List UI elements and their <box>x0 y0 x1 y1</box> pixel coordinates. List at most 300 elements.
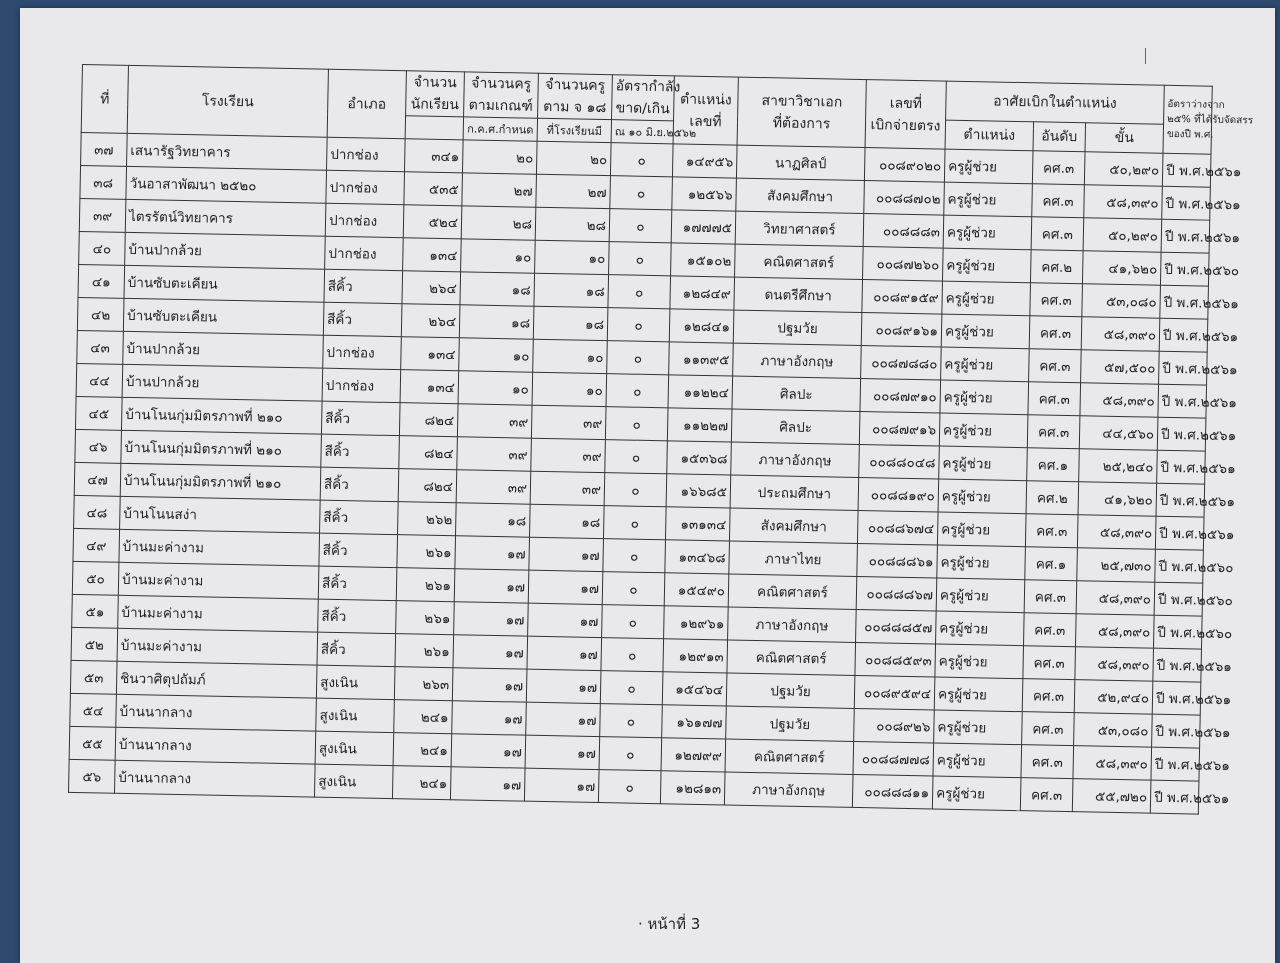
cell-school: บ้านซับตะเคียน <box>123 298 324 335</box>
cell-major: ปฐมวัย <box>733 310 862 345</box>
cell-major: ภาษาอังกฤษ <box>724 772 853 807</box>
document-page <box>20 8 1275 963</box>
cell-position-no: ๑๔๙๕๖ <box>672 144 737 178</box>
cell-position-no: ๑๒๗๙๙ <box>661 738 726 772</box>
cell-payment-no: ๐๐๘๙๑๕๙ <box>862 280 943 315</box>
cell-position-no: ๑๗๗๗๕ <box>671 210 736 244</box>
cell-borrow-position: ครูผู้ช่วย <box>937 512 1026 547</box>
cell-payment-no: ๐๐๘๗๙๑๐ <box>860 379 941 414</box>
cell-major: ภาษาอังกฤษ <box>733 343 862 378</box>
cell-school: บ้านปากล้วย <box>123 331 324 368</box>
cell-criteria: ๑๘ <box>459 305 534 339</box>
cell-criteria: ๑๐ <box>459 338 534 372</box>
cell-borrow-position: ครูผู้ช่วย <box>932 776 1021 811</box>
cell-criteria: ๑๗ <box>451 734 526 768</box>
cell-no: ๔๔ <box>76 363 123 397</box>
cell-payment-no: ๐๐๘๙๕๙๔ <box>854 675 935 710</box>
cell-students: ๑๓๔ <box>401 337 460 371</box>
cell-borrow-step: ๕๘,๓๙๐ <box>1081 317 1160 351</box>
cell-criteria: ๒๗ <box>462 173 537 207</box>
cell-major: สังคมศึกษา <box>729 508 858 543</box>
cell-actual: ๑๗ <box>529 537 604 571</box>
header-borrow: อาศัยเบิกในตำแหน่ง <box>946 81 1165 124</box>
cell-students: ๒๖๔ <box>402 271 461 305</box>
cell-district: สูงเนิน <box>316 698 395 732</box>
cell-borrow-rank: คศ.๑ <box>1027 448 1080 482</box>
cell-borrow-rank: คศ.๒ <box>1030 250 1083 284</box>
cell-major: ภาษาอังกฤษ <box>731 442 860 477</box>
header-payment-no: เลขที่ เบิกจ่ายตรง <box>865 80 946 150</box>
cell-rate: ๐ <box>600 671 663 705</box>
header-major: สาขาวิชาเอก ที่ต้องการ <box>737 77 866 147</box>
header-students-sub <box>405 116 463 140</box>
cell-no: ๔๒ <box>77 297 124 331</box>
cell-borrow-step: ๒๕,๗๓๐ <box>1077 548 1156 582</box>
cell-borrow-rank: คศ.๒ <box>1026 481 1079 515</box>
cell-district: สีคิ้ว <box>324 269 403 303</box>
cell-major: นาฏศิลป์ <box>736 145 865 180</box>
cell-borrow-rank: คศ.๓ <box>1032 184 1085 218</box>
cell-no: ๔๓ <box>77 330 124 364</box>
cell-students: ๒๔๑ <box>394 700 453 734</box>
cell-students: ๒๖๑ <box>395 634 454 668</box>
cell-borrow-position: ครูผู้ช่วย <box>943 215 1032 250</box>
cell-rate: ๐ <box>604 473 667 507</box>
cell-borrow-position: ครูผู้ช่วย <box>938 479 1027 514</box>
cell-rate: ๐ <box>605 407 668 441</box>
cell-borrow-step: ๕๘,๓๙๐ <box>1075 647 1154 681</box>
cell-district: สีคิ้ว <box>318 566 397 600</box>
cell-district: สูงเนิน <box>314 764 393 798</box>
cell-students: ๒๖๑ <box>396 601 455 635</box>
cell-major: ประถมศึกษา <box>730 475 859 510</box>
cell-students: ๑๓๔ <box>400 370 459 404</box>
cell-borrow-position: ครูผู้ช่วย <box>934 710 1023 745</box>
cell-borrow-position: ครูผู้ช่วย <box>939 446 1028 481</box>
cell-rate: ๐ <box>599 737 662 771</box>
cell-actual: ๑๘ <box>533 306 608 340</box>
cell-district: ปากช่อง <box>322 368 401 402</box>
cell-vacancy-year: ปี พ.ศ.๒๕๖๑ <box>1151 747 1200 781</box>
cell-major: ภาษาไทย <box>729 541 858 576</box>
cell-borrow-rank: คศ.๓ <box>1027 415 1080 449</box>
cell-borrow-step: ๒๕,๒๔๐ <box>1079 449 1158 483</box>
cell-criteria: ๑๐ <box>458 371 533 405</box>
table-container <box>68 64 1254 815</box>
cell-rate: ๐ <box>600 704 663 738</box>
cell-no: ๔๗ <box>74 462 121 496</box>
cell-district: สีคิ้ว <box>323 302 402 336</box>
cell-vacancy-year: ปี พ.ศ.๒๕๖๑ <box>1152 714 1201 748</box>
cell-payment-no: ๐๐๘๙๒๖ <box>854 708 935 743</box>
cell-rate: ๐ <box>609 209 672 243</box>
cell-borrow-rank: คศ.๓ <box>1022 712 1075 746</box>
cell-students: ๘๒๔ <box>399 436 458 470</box>
cell-actual: ๑๗ <box>528 603 603 637</box>
header-rate: อัตรากำลัง ขาด/เกิน <box>612 75 675 121</box>
cell-vacancy-year: ปี พ.ศ.๒๕๖๑ <box>1161 219 1210 253</box>
header-criteria-sub: ก.ค.ศ.กำหนด <box>463 117 537 141</box>
cell-school: บ้านปากล้วย <box>125 232 326 269</box>
cell-borrow-step: ๕๓,๐๘๐ <box>1074 713 1153 747</box>
cell-school: บ้านโนนกุ่มมิตรภาพที่ ๒๑๐ <box>120 463 321 500</box>
cell-actual: ๓๙ <box>531 438 606 472</box>
cell-vacancy-year: ปี พ.ศ.๒๕๖๑ <box>1152 681 1201 715</box>
cell-vacancy-year: ปี พ.ศ.๒๕๖๑ <box>1156 483 1205 517</box>
cell-borrow-rank: คศ.๓ <box>1029 316 1082 350</box>
cell-no: ๔๐ <box>79 231 126 265</box>
cell-borrow-position: ครูผู้ช่วย <box>941 347 1030 382</box>
cell-position-no: ๑๒๘๔๙ <box>670 276 735 310</box>
cell-payment-no: ๐๐๘๘๗๗๘ <box>853 741 934 776</box>
cell-students: ๕๓๕ <box>404 172 463 206</box>
cell-vacancy-year: ปี พ.ศ.๒๕๖๑ <box>1153 648 1202 682</box>
cell-no: ๕๐ <box>72 561 119 595</box>
cell-no: ๕๖ <box>69 759 116 793</box>
cell-borrow-step: ๔๑,๖๒๐ <box>1078 482 1157 516</box>
cell-actual: ๑๐ <box>535 240 610 274</box>
cell-criteria: ๑๐ <box>461 239 536 273</box>
cell-criteria: ๑๘ <box>460 272 535 306</box>
cell-vacancy-year: ปี พ.ศ.๒๕๖๐ <box>1154 615 1203 649</box>
cell-borrow-step: ๕๕,๗๒๐ <box>1072 779 1151 813</box>
cell-position-no: ๑๕๔๖๔ <box>662 672 727 706</box>
cell-no: ๔๘ <box>74 495 121 529</box>
cell-actual: ๑๗ <box>526 669 601 703</box>
cell-payment-no: ๐๐๘๙๑๖๑ <box>861 313 942 348</box>
cell-criteria: ๑๗ <box>450 767 525 801</box>
cell-borrow-rank: คศ.๓ <box>1023 646 1076 680</box>
cell-rate: ๐ <box>607 308 670 342</box>
cell-actual: ๓๙ <box>531 405 606 439</box>
cell-payment-no: ๐๐๘๘๘๓ <box>863 214 944 249</box>
cell-major: ภาษาอังกฤษ <box>728 607 857 642</box>
cell-actual: ๓๙ <box>530 471 605 505</box>
header-vacancy: อัตราว่างจาก ๒๕% ที่ได้รับจัดสรร ของปี พ.ศ. <box>1163 85 1212 154</box>
cell-school: บ้านนากลาง <box>115 760 316 797</box>
cell-payment-no: ๐๐๘๘๘๕๗ <box>856 609 937 644</box>
cell-criteria: ๑๗ <box>455 536 530 570</box>
cell-students: ๕๒๔ <box>403 205 462 239</box>
cell-position-no: ๑๕๔๙๐ <box>664 573 729 607</box>
cell-actual: ๑๗ <box>524 768 599 802</box>
cell-payment-no: ๐๐๘๘๖๗๔ <box>857 510 938 545</box>
cell-actual: ๑๗ <box>527 636 602 670</box>
cell-district: สูงเนิน <box>316 665 395 699</box>
cell-no: ๔๖ <box>75 429 122 463</box>
cell-vacancy-year: ปี พ.ศ.๒๕๖๑ <box>1157 417 1206 451</box>
pen-mark <box>1145 48 1146 64</box>
cell-payment-no: ๐๐๘๘๑๙๐ <box>858 477 939 512</box>
cell-borrow-position: ครูผู้ช่วย <box>937 545 1026 580</box>
cell-school: บ้านปากล้วย <box>122 364 323 401</box>
cell-position-no: ๑๒๘๑๓ <box>660 771 725 805</box>
cell-district: ปากช่อง <box>323 335 402 369</box>
header-actual-sub: ที่โรงเรียนมี <box>537 118 611 142</box>
cell-actual: ๑๗ <box>528 570 603 604</box>
cell-vacancy-year: ปี พ.ศ.๒๕๖๑ <box>1159 351 1208 385</box>
cell-major: ปฐมวัย <box>726 673 855 708</box>
cell-major: คณิตศาสตร์ <box>727 640 856 675</box>
header-teachers-actual: จำนวนครู ตาม จ ๑๘ <box>538 73 613 119</box>
cell-no: ๕๔ <box>70 693 117 727</box>
cell-actual: ๑๘ <box>534 273 609 307</box>
cell-criteria: ๑๗ <box>453 635 528 669</box>
cell-students: ๑๓๔ <box>403 238 462 272</box>
cell-district: สีคิ้ว <box>319 533 398 567</box>
cell-no: ๓๗ <box>81 132 128 166</box>
cell-payment-no: ๐๐๘๘๘๖๑ <box>857 543 938 578</box>
cell-position-no: ๑๖๑๗๗ <box>662 705 727 739</box>
cell-position-no: ๑๒๕๖๖ <box>672 177 737 211</box>
cell-rate: ๐ <box>606 374 669 408</box>
cell-actual: ๑๗ <box>526 702 601 736</box>
cell-position-no: ๑๓๑๓๔ <box>665 507 730 541</box>
cell-no: ๕๓ <box>70 660 117 694</box>
cell-borrow-position: ครูผู้ช่วย <box>933 743 1022 778</box>
cell-rate: ๐ <box>602 572 665 606</box>
cell-rate: ๐ <box>601 638 664 672</box>
cell-district: สีคิ้ว <box>321 401 400 435</box>
cell-school: บ้านนากลาง <box>116 694 317 731</box>
cell-vacancy-year: ปี พ.ศ.๒๕๖๑ <box>1158 384 1207 418</box>
cell-borrow-position: ครูผู้ช่วย <box>942 248 1031 283</box>
cell-school: ไตรรัตน์วิทยาคาร <box>125 199 326 236</box>
cell-payment-no: ๐๐๘๘๐๔๘ <box>859 444 940 479</box>
cell-district: สีคิ้ว <box>320 500 399 534</box>
cell-district: ปากช่อง <box>326 170 405 204</box>
cell-borrow-step: ๕๐,๒๙๐ <box>1084 152 1163 186</box>
cell-no: ๕๑ <box>72 594 119 628</box>
cell-borrow-step: ๔๑,๖๒๐ <box>1082 251 1161 285</box>
cell-no: ๔๑ <box>78 264 125 298</box>
cell-vacancy-year: ปี พ.ศ.๒๕๖๑ <box>1159 318 1208 352</box>
cell-school: เสนารัฐวิทยาคาร <box>127 133 328 170</box>
cell-major: คณิตศาสตร์ <box>728 574 857 609</box>
cell-position-no: ๑๒๙๖๑ <box>664 606 729 640</box>
cell-borrow-step: ๕๓,๐๘๐ <box>1082 284 1161 318</box>
cell-district: ปากช่อง <box>327 137 406 171</box>
cell-school: บ้านมะค่างาม <box>119 529 320 566</box>
cell-borrow-rank: คศ.๓ <box>1031 217 1084 251</box>
cell-school: บ้านมะค่างาม <box>118 595 319 632</box>
cell-criteria: ๑๗ <box>452 668 527 702</box>
cell-criteria: ๓๙ <box>457 437 532 471</box>
cell-borrow-step: ๕๘,๓๙๐ <box>1075 614 1154 648</box>
cell-students: ๘๒๔ <box>398 469 457 503</box>
cell-criteria: ๓๙ <box>456 470 531 504</box>
cell-position-no: ๑๒๙๑๓ <box>663 639 728 673</box>
cell-payment-no: ๐๐๘๙๐๒๐ <box>864 148 945 183</box>
cell-vacancy-year: ปี พ.ศ.๒๕๖๐ <box>1154 582 1203 616</box>
cell-position-no: ๑๓๔๖๘ <box>665 540 730 574</box>
cell-no: ๕๒ <box>71 627 118 661</box>
cell-position-no: ๑๑๒๒๔ <box>668 375 733 409</box>
cell-vacancy-year: ปี พ.ศ.๒๕๖๑ <box>1160 285 1209 319</box>
cell-district: ปากช่อง <box>325 236 404 270</box>
cell-district: ปากช่อง <box>325 203 404 237</box>
cell-vacancy-year: ปี พ.ศ.๒๕๖๑ <box>1155 516 1204 550</box>
cell-no: ๓๙ <box>79 198 126 232</box>
cell-borrow-rank: คศ.๓ <box>1030 283 1083 317</box>
cell-school: วันอาสาพัฒนา ๒๕๒๐ <box>126 166 327 203</box>
cell-students: ๒๔๑ <box>393 733 452 767</box>
cell-major: ปฐมวัย <box>726 706 855 741</box>
cell-position-no: ๑๑๓๙๕ <box>669 342 734 376</box>
cell-students: ๒๖๒ <box>398 502 457 536</box>
cell-school: บ้านโนนสง่า <box>120 496 321 533</box>
cell-school: บ้านโนนกุ่มมิตรภาพที่ ๒๑๐ <box>121 397 322 434</box>
header-rate-sub: ณ ๑๐ มิ.ย.๒๕๖๒ <box>611 120 673 144</box>
cell-position-no: ๑๖๖๘๕ <box>666 474 731 508</box>
cell-school: บ้านมะค่างาม <box>118 562 319 599</box>
cell-school: บ้านโนนกุ่มมิตรภาพที่ ๒๑๐ <box>121 430 322 467</box>
cell-rate: ๐ <box>598 770 661 804</box>
cell-borrow-position: ครูผู้ช่วย <box>934 677 1023 712</box>
cell-school: บ้านมะค่างาม <box>117 628 318 665</box>
cell-borrow-step: ๕๘,๓๙๐ <box>1076 581 1155 615</box>
cell-actual: ๑๘ <box>529 504 604 538</box>
header-teachers-criteria: จำนวนครู ตามเกณฑ์ <box>464 72 539 118</box>
cell-borrow-rank: คศ.๓ <box>1028 382 1081 416</box>
cell-major: สังคมศึกษา <box>736 178 865 213</box>
cell-payment-no: ๐๐๘๗๘๘๐ <box>861 346 942 381</box>
cell-borrow-rank: คศ.๓ <box>1024 580 1077 614</box>
cell-district: สีคิ้ว <box>320 467 399 501</box>
page-number: · หน้าที่ 3 <box>638 915 701 933</box>
cell-borrow-position: ครูผู้ช่วย <box>941 314 1030 349</box>
cell-district: สีคิ้ว <box>321 434 400 468</box>
cell-position-no: ๑๕๑๐๒ <box>671 243 736 277</box>
cell-vacancy-year: ปี พ.ศ.๒๕๖๑ <box>1162 186 1211 220</box>
cell-school: บ้านนากลาง <box>115 727 316 764</box>
cell-rate: ๐ <box>609 242 672 276</box>
cell-students: ๒๖๑ <box>397 535 456 569</box>
cell-borrow-rank: คศ.๓ <box>1024 613 1077 647</box>
teacher-vacancy-table <box>68 64 1254 815</box>
cell-vacancy-year: ปี พ.ศ.๒๕๖๑ <box>1150 780 1199 814</box>
cell-rate: ๐ <box>603 506 666 540</box>
cell-criteria: ๑๗ <box>452 701 527 735</box>
cell-district: สีคิ้ว <box>318 599 397 633</box>
cell-rate: ๐ <box>603 539 666 573</box>
cell-actual: ๒๘ <box>535 207 610 241</box>
cell-vacancy-year: ปี พ.ศ.๒๕๖๑ <box>1162 153 1211 187</box>
cell-borrow-rank: คศ.๓ <box>1022 679 1075 713</box>
header-students: จำนวน นักเรียน <box>406 71 465 117</box>
cell-major: ศิลปะ <box>732 376 861 411</box>
header-borrow-rank: อันดับ <box>1033 122 1086 152</box>
cell-borrow-position: ครูผู้ช่วย <box>936 611 1025 646</box>
header-district: อำเภอ <box>327 69 406 138</box>
cell-payment-no: ๐๐๘๘๕๙๓ <box>855 642 936 677</box>
header-school: โรงเรียน <box>127 65 328 137</box>
cell-school: บ้านซับตะเคียน <box>124 265 325 302</box>
cell-position-no: ๑๑๒๒๗ <box>667 408 732 442</box>
cell-actual: ๒๐ <box>536 141 611 175</box>
header-borrow-position: ตำแหน่ง <box>945 120 1034 151</box>
cell-borrow-step: ๕๘,๓๙๐ <box>1080 383 1159 417</box>
cell-no: ๔๕ <box>75 396 122 430</box>
cell-students: ๓๔๑ <box>404 139 463 173</box>
cell-major: ดนตรีศึกษา <box>734 277 863 312</box>
cell-borrow-step: ๔๔,๕๖๐ <box>1079 416 1158 450</box>
cell-payment-no: ๐๐๘๗๒๖๐ <box>863 247 944 282</box>
cell-borrow-position: ครูผู้ช่วย <box>936 578 1025 613</box>
cell-borrow-position: ครูผู้ช่วย <box>939 413 1028 448</box>
cell-major: คณิตศาสตร์ <box>725 739 854 774</box>
cell-students: ๒๔๑ <box>392 766 451 800</box>
cell-rate: ๐ <box>607 341 670 375</box>
cell-position-no: ๑๕๓๖๘ <box>667 441 732 475</box>
cell-criteria: ๒๘ <box>461 206 536 240</box>
cell-borrow-rank: คศ.๓ <box>1025 514 1078 548</box>
cell-payment-no: ๐๐๘๘๗๐๒ <box>864 181 945 216</box>
cell-criteria: ๓๙ <box>457 404 532 438</box>
cell-district: สีคิ้ว <box>317 632 396 666</box>
cell-vacancy-year: ปี พ.ศ.๒๕๖๐ <box>1160 252 1209 286</box>
cell-students: ๒๖๑ <box>396 568 455 602</box>
cell-major: คณิตศาสตร์ <box>735 244 864 279</box>
cell-actual: ๒๗ <box>536 174 611 208</box>
cell-major: วิทยาศาสตร์ <box>735 211 864 246</box>
cell-no: ๓๘ <box>80 165 127 199</box>
header-no: ที่ <box>81 65 128 134</box>
cell-district: สูงเนิน <box>315 731 394 765</box>
cell-borrow-rank: คศ.๑ <box>1025 547 1078 581</box>
cell-rate: ๐ <box>610 143 673 177</box>
cell-borrow-position: ครูผู้ช่วย <box>942 281 1031 316</box>
cell-criteria: ๒๐ <box>462 140 537 174</box>
cell-payment-no: ๐๐๘๘๘๖๗ <box>856 576 937 611</box>
cell-rate: ๐ <box>605 440 668 474</box>
cell-criteria: ๑๘ <box>456 503 531 537</box>
cell-criteria: ๑๗ <box>454 602 529 636</box>
cell-actual: ๑๐ <box>533 339 608 373</box>
cell-borrow-step: ๕๒,๙๔๐ <box>1074 680 1153 714</box>
table-body <box>69 132 1242 814</box>
cell-borrow-rank: คศ.๓ <box>1032 151 1085 185</box>
cell-vacancy-year: ปี พ.ศ.๒๕๖๑ <box>1157 450 1206 484</box>
cell-borrow-position: ครูผู้ช่วย <box>944 182 1033 217</box>
cell-actual: ๑๐ <box>532 372 607 406</box>
cell-position-no: ๑๒๘๔๑ <box>669 309 734 343</box>
cell-payment-no: ๐๐๘๗๙๑๖ <box>859 411 940 446</box>
header-borrow-step: ขั้น <box>1085 123 1164 153</box>
cell-rate: ๐ <box>602 605 665 639</box>
cell-borrow-position: ครูผู้ช่วย <box>935 644 1024 679</box>
cell-borrow-position: ครูผู้ช่วย <box>940 380 1029 415</box>
cell-no: ๔๙ <box>73 528 120 562</box>
cell-criteria: ๑๗ <box>454 569 529 603</box>
cell-borrow-rank: คศ.๓ <box>1020 778 1073 812</box>
cell-borrow-position: ครูผู้ช่วย <box>944 149 1033 184</box>
cell-borrow-step: ๕๘,๓๙๐ <box>1084 185 1163 219</box>
cell-major: ศิลปะ <box>731 409 860 444</box>
cell-students: ๒๖๓ <box>394 667 453 701</box>
cell-borrow-rank: คศ.๓ <box>1029 349 1082 383</box>
cell-borrow-step: ๕๘,๓๙๐ <box>1077 515 1156 549</box>
cell-school: ชินวาศิตุปถัมภ์ <box>116 661 317 698</box>
cell-borrow-step: ๕๗,๕๐๐ <box>1081 350 1160 384</box>
header-position-no: ตำแหน่ง เลขที่ <box>673 76 738 145</box>
cell-rate: ๐ <box>608 275 671 309</box>
cell-borrow-step: ๕๐,๒๙๐ <box>1083 218 1162 252</box>
cell-payment-no: ๐๐๘๘๘๑๑ <box>852 774 933 809</box>
cell-vacancy-year: ปี พ.ศ.๒๕๖๐ <box>1155 549 1204 583</box>
cell-borrow-step: ๕๘,๓๙๐ <box>1073 746 1152 780</box>
cell-students: ๒๖๔ <box>401 304 460 338</box>
